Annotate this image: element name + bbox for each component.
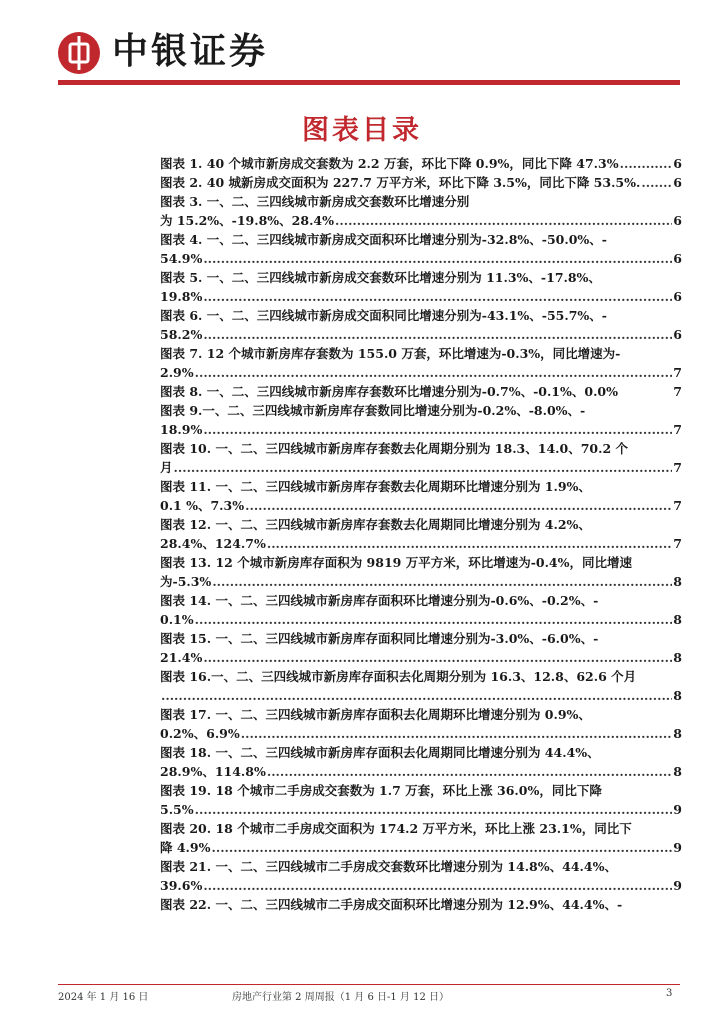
toc-entry-text: 图表 7. 12 个城市新房库存套数为 155.0 万套，环比增速为-0.3%，同比增速为-: [160, 346, 621, 361]
toc-page-number: 6: [673, 289, 682, 304]
toc-page-number: 8: [673, 764, 682, 779]
toc-entry[interactable]: [160, 439, 682, 477]
toc-leader-dots: [203, 876, 672, 895]
toc-entry-text: 图表 11. 一、二、三四线城市新房库存套数去化周期环比增速分别为 1.9%、: [160, 479, 591, 494]
toc-leader-dots: [620, 154, 673, 173]
brand-name: 中银证券: [112, 31, 269, 72]
toc-leader-dots: [335, 211, 672, 230]
toc-entry-text: 0.1%: [160, 612, 194, 627]
toc-page-number: 8: [673, 688, 682, 703]
toc-page-number: 7: [673, 498, 682, 513]
toc-entry[interactable]: [160, 857, 682, 895]
toc-leader-dots: [203, 420, 672, 439]
toc-leader-dots: [245, 496, 672, 515]
toc-entry-text: 图表 9.一、二、三四线城市新房库存套数同比增速分别为-0.2%、-8.0%、-: [160, 403, 586, 418]
toc-page-number: 8: [673, 574, 682, 589]
toc-entry-text: 降 4.9%: [160, 840, 211, 855]
toc-entry[interactable]: [160, 819, 682, 857]
toc-entry-text: 图表 13. 12 个城市新房库存面积为 9819 万平方米，环比增速为-0.4%，同比增速: [160, 555, 633, 570]
toc-entry-line: [160, 173, 682, 192]
toc-entry[interactable]: [160, 306, 682, 344]
toc-entry-line: [160, 553, 682, 572]
toc-entry-line: [160, 705, 682, 724]
toc-entry-line: [160, 439, 682, 458]
toc-entry-line: [160, 743, 682, 762]
toc-entry[interactable]: [160, 344, 682, 382]
toc-entry-text: 图表 10. 一、二、三四线城市新房库存套数去化周期分别为 18.3、14.0、70.2 个: [160, 441, 628, 456]
toc-entry-text: 图表 5. 一、二、三四线城市新房成交套数环比增速分别为 11.3%、-17.8%、: [160, 270, 601, 285]
toc-leader-dots: [203, 648, 672, 667]
figure-table-of-contents: [160, 154, 682, 914]
toc-page-number: 9: [673, 878, 682, 893]
toc-entry-text: 图表 15. 一、二、三四线城市新房库存面积同比增速分别为-3.0%、-6.0%、-: [160, 631, 599, 646]
toc-page-number: 7: [673, 365, 682, 380]
bank-of-china-logo-icon: [58, 32, 100, 74]
toc-entry[interactable]: [160, 591, 682, 629]
toc-leader-dots: [195, 800, 673, 819]
toc-entry-line: [160, 857, 682, 876]
toc-entry[interactable]: [160, 515, 682, 553]
toc-entry-text: 5.5%: [160, 802, 194, 817]
toc-leader-dots: [211, 838, 672, 857]
toc-page-number: 6: [673, 175, 682, 190]
toc-entry-text: 28.9%、114.8%: [160, 764, 266, 779]
toc-entry-line: [160, 192, 682, 211]
toc-entry-text: 58.2%: [160, 327, 203, 342]
toc-entry-text: 0.2%、6.9%: [160, 726, 240, 741]
toc-entry-text: 图表 20. 18 个城市二手房成交面积为 174.2 万平方米，环比上涨 23.1%，同比下: [160, 821, 632, 836]
toc-page-number: 7: [673, 536, 682, 551]
toc-page-number: 7: [673, 422, 682, 437]
toc-leader-dots: [195, 610, 673, 629]
toc-entry[interactable]: [160, 192, 682, 230]
toc-entry-text: 为-5.3%: [160, 574, 212, 589]
toc-entry-line: [160, 724, 682, 743]
toc-entry-line: [160, 629, 682, 648]
toc-entry-text: 图表 12. 一、二、三四线城市新房库存套数去化周期同比增速分别为 4.2%、: [160, 517, 591, 532]
footer-page-number: 3: [666, 988, 673, 999]
toc-entry-line: [160, 344, 682, 363]
toc-entry-text: 图表 17. 一、二、三四线城市新房库存面积去化周期环比增速分别为 0.9%、: [160, 707, 591, 722]
toc-entry-text: 图表 22. 一、二、三四线城市二手房成交面积环比增速分别为 12.9%、44.4%、-: [160, 897, 623, 912]
toc-entry-line: [160, 781, 682, 800]
toc-entry[interactable]: [160, 743, 682, 781]
toc-entry-line: [160, 477, 682, 496]
toc-entry-text: 19.8%: [160, 289, 203, 304]
toc-page-number: 6: [673, 327, 682, 342]
toc-entry-line: [160, 230, 682, 249]
toc-leader-dots: [203, 249, 672, 268]
toc-entry-text: 图表 8. 一、二、三四线城市新房库存套数环比增速分别为-0.7%、-0.1%、0.0%: [160, 384, 619, 399]
toc-leader-dots: [195, 363, 673, 382]
toc-page-number: 6: [673, 251, 682, 266]
toc-leader-dots: [161, 686, 672, 705]
toc-entry-text: 54.9%: [160, 251, 203, 266]
header-divider: [58, 80, 680, 85]
toc-entry-line: [160, 591, 682, 610]
toc-entry[interactable]: [160, 781, 682, 819]
toc-page-number: 8: [673, 650, 682, 665]
toc-page-number: 9: [673, 802, 682, 817]
toc-entry-line: [160, 876, 682, 895]
toc-entry[interactable]: [160, 629, 682, 667]
toc-entry-text: 图表 6. 一、二、三四线城市新房成交面积同比增速分别为-43.1%、-55.7%、-: [160, 308, 607, 323]
toc-entry-line: [160, 211, 682, 230]
toc-page-number: 8: [673, 612, 682, 627]
toc-leader-dots: [241, 724, 673, 743]
toc-entry-line: [160, 534, 682, 553]
toc-entry-line: [160, 667, 682, 686]
toc-entry-line: [160, 819, 682, 838]
toc-entry-line: [160, 838, 682, 857]
toc-entry[interactable]: [160, 895, 682, 914]
toc-entry-line: [160, 154, 682, 173]
toc-entry-line: [160, 572, 682, 591]
toc-leader-dots: [267, 534, 672, 553]
toc-entry[interactable]: [160, 401, 682, 439]
footer-date: 2024 年 1 月 16 日: [58, 992, 149, 1003]
toc-entry-line: [160, 515, 682, 534]
page-header: [0, 0, 724, 90]
toc-entry[interactable]: [160, 154, 682, 173]
toc-entry-line: [160, 420, 682, 439]
toc-entry[interactable]: [160, 230, 682, 268]
toc-entry[interactable]: [160, 173, 682, 192]
toc-entry-text: 图表 1. 40 个城市新房成交套数为 2.2 万套，环比下降 0.9%，同比下降 47.3%: [160, 156, 619, 171]
toc-entry-line: [160, 648, 682, 667]
toc-entry-text: 0.1 %、7.3%: [160, 498, 245, 513]
toc-leader-dots: [267, 762, 672, 781]
toc-leader-dots: [203, 287, 672, 306]
footer-divider: [58, 984, 680, 985]
toc-page-number: 9: [673, 840, 682, 855]
footer-report-title: 房地产行业第 2 周周报（1 月 6 日-1 月 12 日）: [232, 992, 449, 1003]
toc-entry-line: [160, 382, 682, 401]
toc-entry-text: 图表 14. 一、二、三四线城市新房库存面积环比增速分别为-0.6%、-0.2%、-: [160, 593, 599, 608]
toc-page-number: 7: [673, 384, 682, 399]
toc-entry-line: [160, 458, 682, 477]
toc-entry-text: 21.4%: [160, 650, 203, 665]
toc-entry-line: [160, 800, 682, 819]
toc-entry[interactable]: [160, 553, 682, 591]
toc-entry-text: 2.9%: [160, 365, 194, 380]
toc-entry-line: [160, 762, 682, 781]
toc-title: 图表目录: [302, 115, 422, 146]
toc-entry-text: 图表 4. 一、二、三四线城市新房成交面积环比增速分别为-32.8%、-50.0%、-: [160, 232, 607, 247]
toc-leader-dots: [203, 325, 672, 344]
toc-entry-line: [160, 496, 682, 515]
toc-entry-line: [160, 895, 682, 914]
toc-leader-dots: [174, 458, 673, 477]
toc-entry-line: [160, 363, 682, 382]
toc-entry-text: 18.9%: [160, 422, 203, 437]
toc-page-number: 8: [673, 726, 682, 741]
toc-entry-text: 月: [160, 460, 173, 475]
toc-entry-line: [160, 610, 682, 629]
toc-entry-text: 图表 21. 一、二、三四线城市二手房成交套数环比增速分别为 14.8%、44.4%、: [160, 859, 617, 874]
toc-entry-text: 为 15.2%、-19.8%、28.4%: [160, 213, 335, 228]
toc-entry-text: 图表 16.一、二、三四线城市新房库存面积去化周期分别为 16.3、12.8、62.6 个月: [160, 669, 637, 684]
toc-entry-line: [160, 287, 682, 306]
toc-entry[interactable]: [160, 382, 682, 401]
toc-entry-line: [160, 268, 682, 287]
toc-entry[interactable]: [160, 477, 682, 515]
toc-entry[interactable]: [160, 667, 682, 705]
toc-entry-text: 39.6%: [160, 878, 203, 893]
toc-entry-text: 图表 19. 18 个城市二手房成交套数为 1.7 万套，环比上涨 36.0%，同比下降: [160, 783, 602, 798]
toc-page-number: 6: [673, 213, 682, 228]
toc-entry-line: [160, 249, 682, 268]
toc-entry[interactable]: [160, 268, 682, 306]
toc-leader-dots: [212, 572, 672, 591]
toc-leader-dots: [641, 173, 672, 192]
toc-entry-text: 图表 18. 一、二、三四线城市新房库存面积去化周期同比增速分别为 44.4%、: [160, 745, 600, 760]
toc-entry-line: [160, 306, 682, 325]
toc-entry[interactable]: [160, 705, 682, 743]
toc-page-number: 6: [673, 156, 682, 171]
toc-entry-line: [160, 325, 682, 344]
toc-entry-text: 28.4%、124.7%: [160, 536, 266, 551]
toc-entry-text: 图表 3. 一、二、三四线城市新房成交套数环比增速分别: [160, 194, 470, 209]
toc-entry-line: [160, 686, 682, 705]
toc-entry-line: [160, 401, 682, 420]
toc-entry-text: 图表 2. 40 城新房成交面积为 227.7 万平方米，环比下降 3.5%，同比下降 53.5%.: [160, 175, 641, 190]
toc-page-number: 7: [673, 460, 682, 475]
